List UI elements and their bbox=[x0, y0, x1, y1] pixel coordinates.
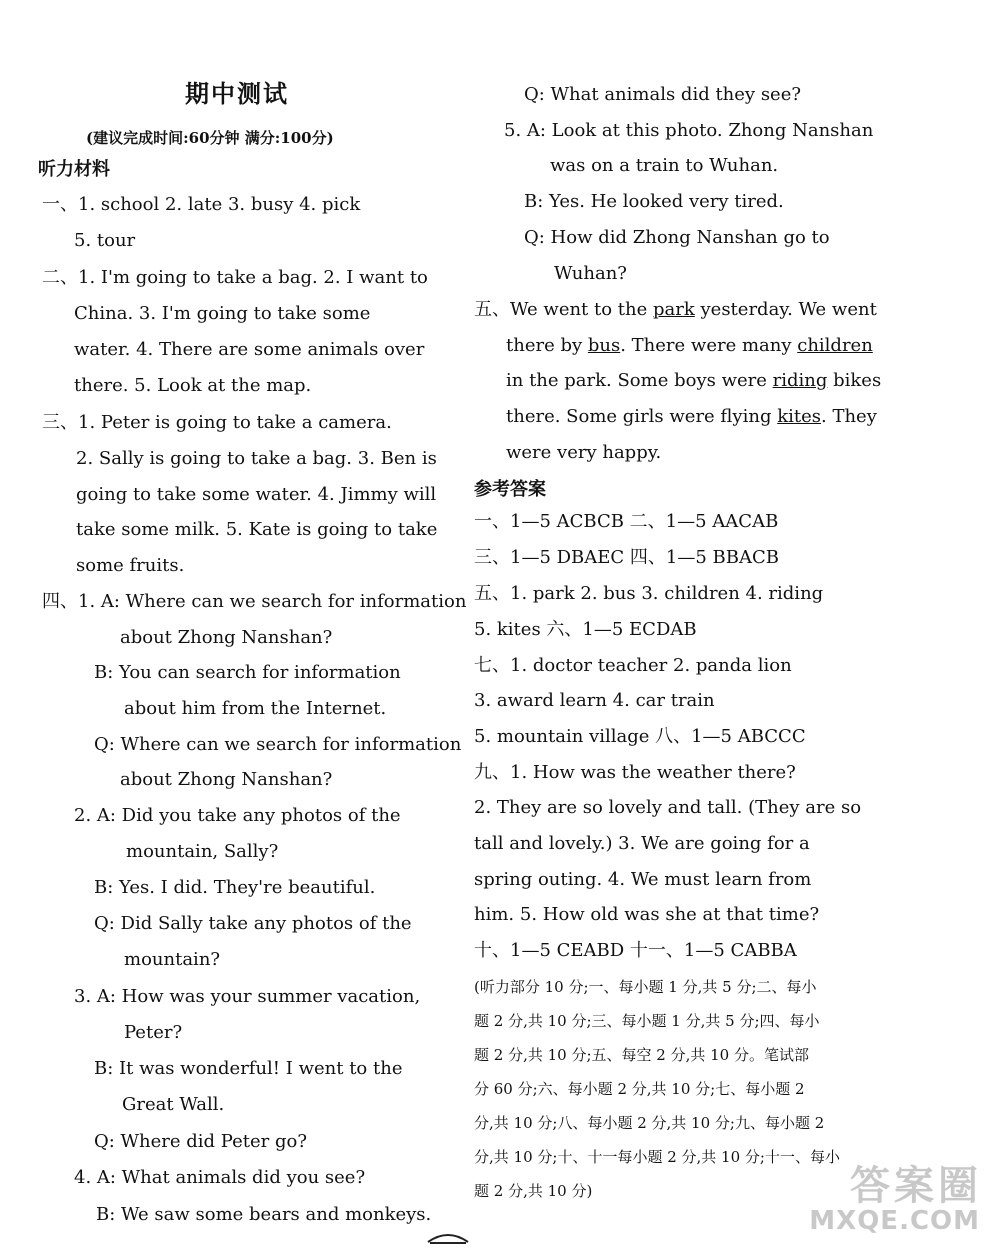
section4-line: 2. A: Did you take any photos of the bbox=[74, 805, 401, 826]
section5-line bbox=[506, 405, 877, 429]
page-number-mark bbox=[424, 1226, 472, 1246]
section4-line: mountain? bbox=[124, 949, 221, 970]
answer-line: 七、1. doctor teacher 2. panda lion bbox=[474, 655, 792, 676]
section4-line: B: You can search for information bbox=[94, 662, 401, 683]
answer-line: 五、1. park 2. bus 3. children 4. riding bbox=[474, 583, 824, 604]
section2-line: China. 3. I'm going to take some bbox=[74, 303, 371, 324]
page-title: 期中测试 bbox=[185, 79, 289, 108]
scoring-line: 分,共 10 分;八、每小题 2 分,共 10 分;九、每小题 2 bbox=[474, 1114, 825, 1132]
section3-line: 2. Sally is going to take a bag. 3. Ben is bbox=[76, 448, 437, 469]
section5-line: were very happy. bbox=[506, 442, 662, 463]
section4-line: B: We saw some bears and monkeys. bbox=[96, 1204, 432, 1225]
section3-line: some fruits. bbox=[76, 555, 185, 576]
underlined-answer: kites bbox=[777, 406, 821, 427]
q5-line: was on a train to Wuhan. bbox=[550, 155, 779, 176]
q4-question: Q: What animals did they see? bbox=[524, 84, 802, 105]
scoring-line: 题 2 分,共 10 分) bbox=[474, 1182, 593, 1200]
underlined-answer: children bbox=[797, 335, 873, 356]
scoring-line: (听力部分 10 分;一、每小题 1 分,共 5 分;二、每小 bbox=[474, 978, 817, 996]
passage-text: there by bbox=[506, 335, 588, 356]
section4-line: B: It was wonderful! I went to the bbox=[94, 1058, 403, 1079]
q5-line: 5. A: Look at this photo. Zhong Nanshan bbox=[504, 120, 874, 141]
section4-line: 4. A: What animals did you see? bbox=[74, 1167, 366, 1188]
scoring-line: 题 2 分,共 10 分;三、每小题 1 分,共 5 分;四、每小 bbox=[474, 1012, 820, 1030]
section3-line: take some milk. 5. Kate is going to take bbox=[76, 519, 438, 540]
section4-line: mountain, Sally? bbox=[126, 841, 279, 862]
scoring-line: 题 2 分,共 10 分;五、每空 2 分,共 10 分。笔试部 bbox=[474, 1046, 809, 1064]
section3-line: going to take some water. 4. Jimmy will bbox=[76, 484, 437, 505]
answer-line: him. 5. How old was she at that time? bbox=[474, 904, 820, 925]
section2-line: water. 4. There are some animals over bbox=[74, 339, 425, 360]
scoring-line: 分,共 10 分;十、十一每小题 2 分,共 10 分;十一、每小 bbox=[474, 1148, 840, 1166]
answer-line: 2. They are so lovely and tall. (They are so bbox=[474, 797, 862, 818]
section3-line: 三、1. Peter is going to take a camera. bbox=[42, 412, 392, 433]
section4-line: about Zhong Nanshan? bbox=[120, 769, 333, 790]
section4-line: Q: Where did Peter go? bbox=[94, 1131, 307, 1152]
answer-line: 九、1. How was the weather there? bbox=[474, 762, 796, 783]
answer-line: 5. kites 六、1—5 ECDAB bbox=[474, 619, 697, 640]
passage-text: 五、We went to the bbox=[474, 299, 654, 320]
section4-line: Q: Where can we search for information bbox=[94, 734, 462, 755]
answer-line: 三、1—5 DBAEC 四、1—5 BBACB bbox=[474, 547, 779, 568]
section2-line: 二、1. I'm going to take a bag. 2. I want to bbox=[42, 267, 428, 288]
answer-line: spring outing. 4. We must learn from bbox=[474, 869, 812, 890]
answer-line: 十、1—5 CEABD 十一、1—5 CABBA bbox=[474, 940, 797, 961]
section4-line: Peter? bbox=[124, 1022, 183, 1043]
section4-line: 3. A: How was your summer vacation, bbox=[74, 986, 421, 1007]
answers-heading: 参考答案 bbox=[474, 479, 546, 500]
section4-line: about Zhong Nanshan? bbox=[120, 627, 333, 648]
passage-text: yesterday. We went bbox=[694, 299, 877, 320]
section1-line: 5. tour bbox=[74, 230, 136, 251]
passage-text: . They bbox=[821, 406, 877, 427]
watermark bbox=[809, 1154, 990, 1244]
listening-heading: 听力材料 bbox=[38, 159, 110, 180]
q5-line: B: Yes. He looked very tired. bbox=[524, 191, 784, 212]
section4-line: 四、1. A: Where can we search for information bbox=[42, 591, 467, 612]
section4-line: about him from the Internet. bbox=[124, 698, 387, 719]
answer-line: 3. award learn 4. car train bbox=[474, 690, 715, 711]
section4-line: Great Wall. bbox=[122, 1094, 225, 1115]
answer-line: 一、1—5 ACBCB 二、1—5 AACAB bbox=[474, 511, 779, 532]
section4-line: Q: Did Sally take any photos of the bbox=[94, 913, 412, 934]
section4-line: B: Yes. I did. They're beautiful. bbox=[94, 877, 376, 898]
underlined-answer: bus bbox=[587, 335, 621, 356]
section1-line: 一、1. school 2. late 3. busy 4. pick bbox=[42, 194, 361, 215]
q5-line: Wuhan? bbox=[554, 263, 627, 284]
watermark-logo-text: 答案圈 bbox=[850, 1163, 982, 1209]
section2-line: there. 5. Look at the map. bbox=[74, 375, 312, 396]
section5-line bbox=[474, 298, 877, 322]
underlined-answer: park bbox=[653, 299, 695, 320]
passage-text: . There were many bbox=[620, 335, 798, 356]
passage-text: in the park. Some boys were bbox=[506, 370, 773, 391]
q5-line: Q: How did Zhong Nanshan go to bbox=[524, 227, 830, 248]
passage-text: bikes bbox=[827, 370, 882, 391]
watermark-url: MXQE.COM bbox=[809, 1206, 980, 1236]
section5-line bbox=[506, 334, 873, 358]
section5-line bbox=[506, 369, 881, 393]
page-subtitle: (建议完成时间:60分钟 满分:100分) bbox=[86, 129, 334, 147]
underlined-answer: riding bbox=[772, 370, 828, 391]
scoring-line: 分 60 分;六、每小题 2 分,共 10 分;七、每小题 2 bbox=[474, 1080, 805, 1098]
answer-line: tall and lovely.) 3. We are going for a bbox=[474, 833, 810, 854]
passage-text: there. Some girls were flying bbox=[506, 406, 778, 427]
answer-line: 5. mountain village 八、1—5 ABCCC bbox=[474, 726, 806, 747]
